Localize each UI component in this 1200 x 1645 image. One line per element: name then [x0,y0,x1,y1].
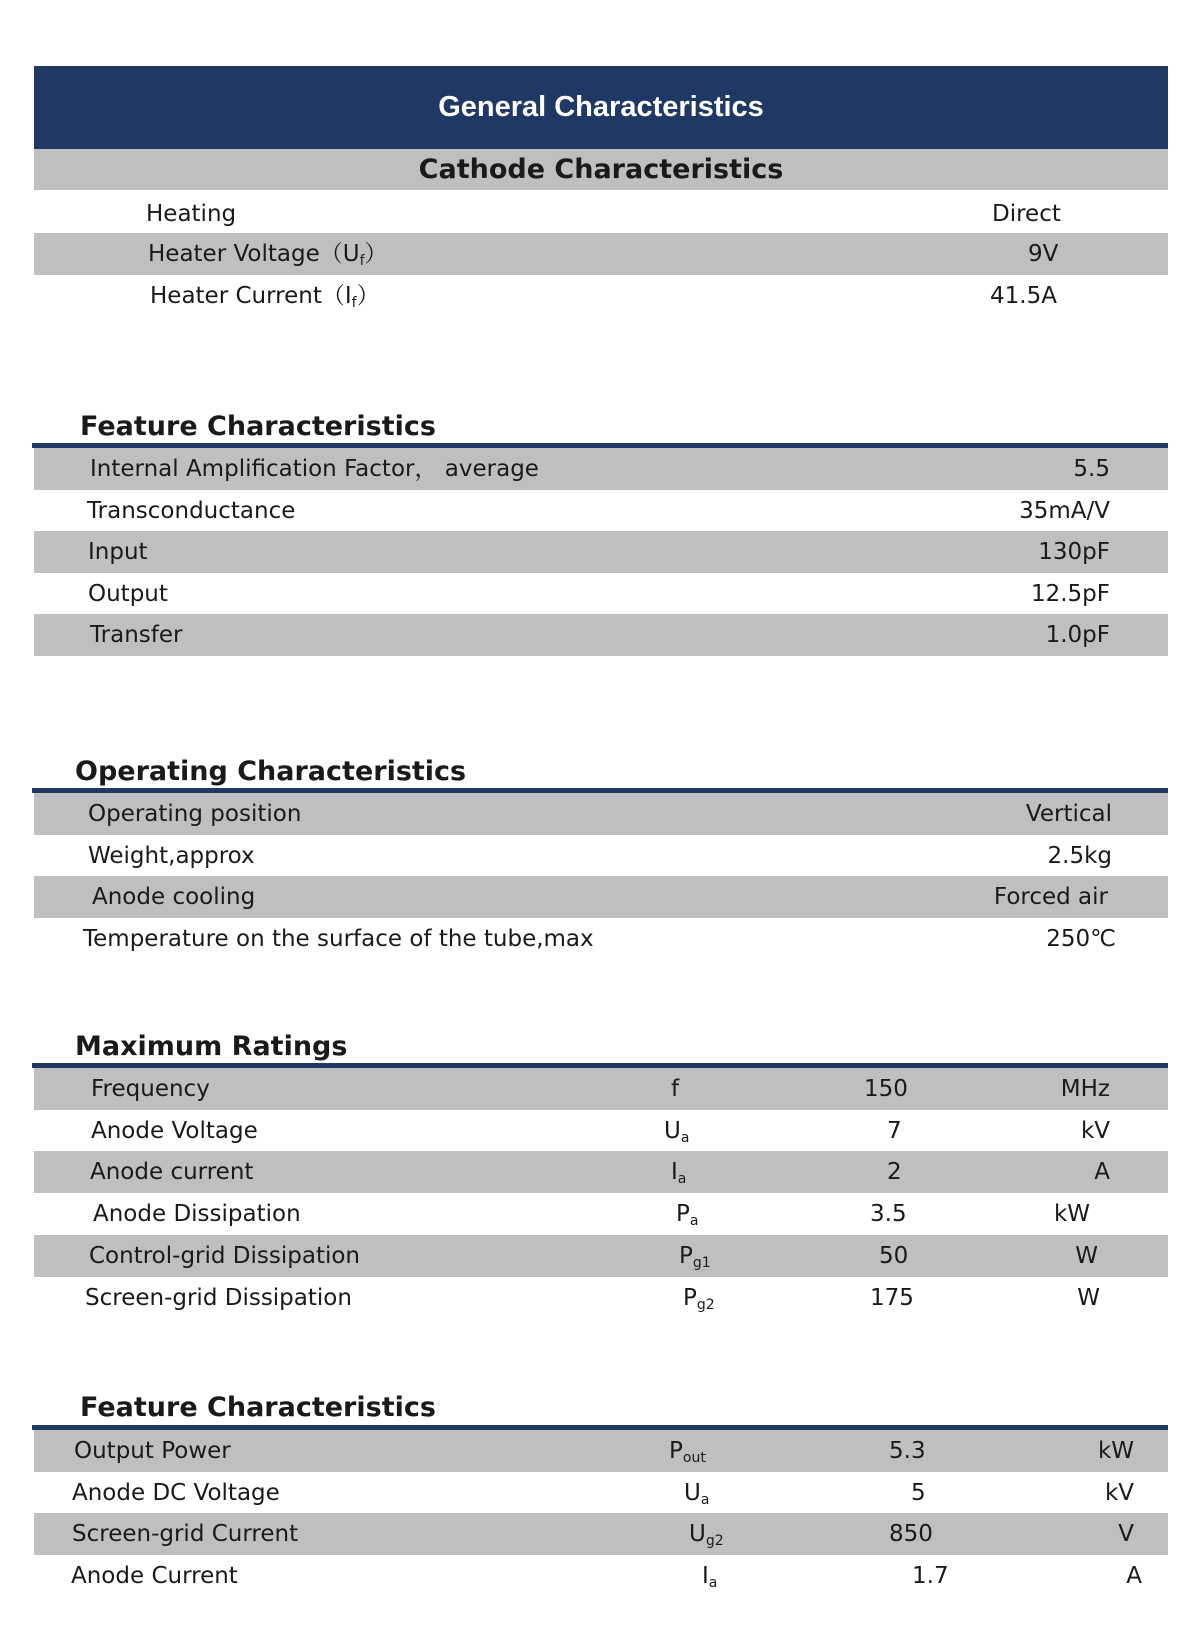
row-value: 5.5 [1073,456,1110,482]
row-unit: A [1094,1159,1110,1185]
row-unit: kV [1080,1118,1110,1144]
row-unit: A [1126,1563,1142,1589]
row-symbol: $I_a$ [671,1159,687,1187]
row-label: Anode Dissipation [93,1201,301,1227]
row-symbol: $P_{out}$ [669,1438,706,1466]
row-label: Anode cooling [92,884,256,910]
row-value: 5 [911,1480,926,1506]
row-value: 1.0pF [1045,622,1110,648]
row-label: Input [88,539,148,565]
row-label: Heating [146,201,237,227]
row-symbol: $U_a$ [664,1118,690,1146]
table-row [34,835,1168,877]
row-value: 1.7 [912,1563,949,1589]
row-value: 7 [887,1118,902,1144]
table-row [34,193,1168,235]
row-value: Direct [992,201,1061,227]
page-title: General Characteristics [34,66,1168,149]
table-row [34,793,1168,835]
row-value: 175 [870,1285,914,1311]
cathode-heading: Cathode Characteristics [34,149,1168,190]
row-value: 3.5 [870,1201,907,1227]
table-row [34,573,1168,615]
table-row [34,1068,1168,1110]
table-row [34,1151,1168,1193]
row-label: Screen-grid Current [72,1521,299,1547]
row-label: Output Power [74,1438,231,1464]
row-symbol: $P_{g2}$ [683,1285,715,1313]
row-label: Heater $Current(I_f)$ [150,283,380,311]
row-unit: kV [1104,1480,1134,1506]
row-label: Screen-grid Dissipation [85,1285,352,1311]
section-title: Maximum Ratings [75,1031,348,1062]
row-label: Anode DC Voltage [72,1480,280,1506]
row-label: Anode current [90,1159,254,1185]
row-value: 5.3 [889,1438,926,1464]
table-row [34,1472,1168,1514]
row-value: 12.5pF [1030,581,1110,607]
row-value: Forced air [993,884,1108,910]
row-label: Internal Amplification Factor， average [90,456,539,482]
row-value: Vertical [1025,801,1112,827]
row-value: 2.5kg [1047,843,1112,869]
table-row [34,1193,1168,1235]
row-symbol: $U_a$ [684,1480,710,1508]
section-title: Feature Characteristics [80,1392,436,1423]
table-row [34,1235,1168,1277]
table-row [34,918,1168,960]
row-value: 130pF [1038,539,1110,565]
row-label: Transconductance [87,498,296,524]
table-row [34,275,1168,317]
row-symbol: $P_{g1}$ [679,1243,711,1271]
row-label: Control-grid Dissipation [89,1243,361,1269]
row-value: 150 [864,1076,908,1102]
row-value: 50 [879,1243,909,1269]
row-value: 250℃ [1046,926,1116,952]
row-symbol: f [671,1076,680,1102]
row-value: 41.5A [990,283,1057,309]
row-unit: kW [1053,1201,1090,1227]
table-row [34,448,1168,490]
table-row [34,1110,1168,1152]
row-value: 2 [887,1159,902,1185]
table-row [34,1555,1168,1597]
row-unit: V [1118,1521,1134,1547]
row-symbol: $P_a$ [676,1201,699,1229]
row-unit: W [1075,1243,1098,1269]
table-row [34,531,1168,573]
section-title: Feature Characteristics [80,411,436,442]
table-row [34,490,1168,532]
row-value: 850 [889,1521,933,1547]
row-label: Anode Voltage [91,1118,258,1144]
row-unit: kW [1097,1438,1134,1464]
row-label: Frequency [91,1076,210,1102]
table-row [34,1277,1168,1319]
row-unit: MHz [1060,1076,1110,1102]
row-symbol: $U_{g2}$ [689,1521,724,1549]
row-label: Transfer [90,622,183,648]
table-row [34,614,1168,656]
row-symbol: $I_a$ [702,1563,718,1591]
table-row [34,1513,1168,1555]
row-value: 9V [1028,241,1059,267]
row-label: Heater $Voltage(U_f)$ [148,241,388,269]
row-label: Output [88,581,168,607]
row-label: Operating position [88,801,302,827]
row-unit: W [1077,1285,1100,1311]
row-label: Temperature on the surface of the tube,max [83,926,594,952]
row-value: 35mA/V [1019,498,1110,524]
section-title: Operating Characteristics [75,756,467,787]
table-row [34,233,1168,275]
row-label: Anode Current [71,1563,238,1589]
table-row [34,1430,1168,1472]
row-label: Weight,approx [88,843,255,869]
table-row [34,876,1168,918]
